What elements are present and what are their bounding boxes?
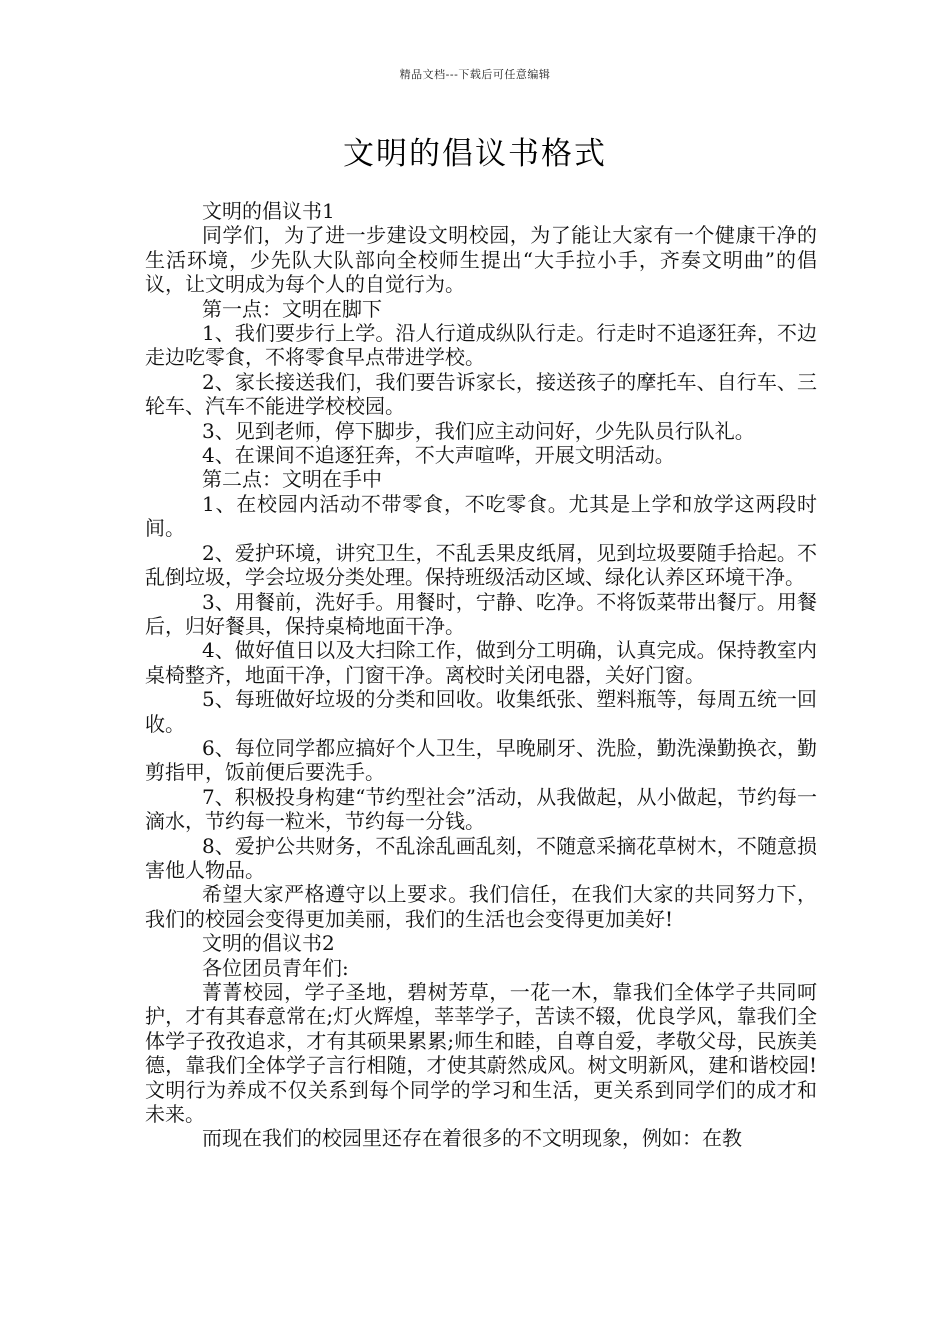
list-item: 7、积极投身构建“节约型社会”活动，从我做起，从小做起，节约每一滴水，节约每一粒米，节约每一分钱。: [145, 784, 817, 834]
body-paragraph: 而现在我们的校园里还存在着很多的不文明现象，例如：在教: [202, 1126, 742, 1151]
list-item: 8、爱护公共财务，不乱涂乱画乱刻，不随意采摘花草树木，不随意损害他人物品。: [145, 833, 817, 882]
section-heading-2: 文明的倡议书2: [202, 931, 335, 956]
page-header-note: 精品文档---下载后可任意编辑: [399, 68, 551, 81]
list-item: 4、在课间不追逐狂奔，不大声喧哗，开展文明活动。: [202, 443, 675, 468]
list-item: 2、爱护环境，讲究卫生，不乱丢果皮纸屑，见到垃圾要随手拾起。不乱倒垃圾，学会垃圾分类处理。保持班级活动区域、绿化认养区环境干净。: [145, 540, 817, 590]
salutation: 各位团员青年们:: [202, 955, 349, 980]
list-item: 3、见到老师，停下脚步，我们应主动问好，少先队员行队礼。: [202, 418, 755, 443]
intro-paragraph: 同学们，为了进一步建设文明校园，为了能让大家有一个健康干净的生活环境，少先队大队部向全校师生提出“大手拉小手，齐奏文明曲”的倡议，让文明成为每个人的自觉行为。: [145, 223, 817, 297]
section-heading-1: 文明的倡议书1: [202, 199, 335, 223]
list-item: 1、我们要步行上学。沿人行道成纵队行走。行走时不追逐狂奔，不边走边吃零食，不将零食早点带进学校。: [145, 321, 817, 370]
list-item: 3、用餐前，洗好手。用餐时，宁静、吃净。不将饭菜带出餐厅。用餐后，归好餐具，保持桌椅地面干净。: [145, 589, 817, 638]
list-item: 6、每位同学都应搞好个人卫生，早晚刷牙、洗脸，勤洗澡勤换衣，勤剪指甲，饭前便后要洗手。: [145, 735, 817, 785]
document-title: 文明的倡议书格式: [343, 136, 607, 172]
closing-paragraph: 希望大家严格遵守以上要求。我们信任，在我们大家的共同努力下，我们的校园会变得更加美丽，我们的生活也会变得更加美好!: [145, 882, 817, 931]
document-body: [145, 199, 817, 1151]
list-item: 4、做好值日以及大扫除工作，做到分工明确，认真完成。保持教室内桌椅整齐，地面干净，门窗干净。离校时关闭电器，关好门窗。: [145, 638, 817, 687]
list-item: 2、家长接送我们，我们要告诉家长，接送孩子的摩托车、自行车、三轮车、汽车不能进学校校园。: [145, 369, 817, 419]
point-heading-1: 第一点：文明在脚下: [202, 296, 382, 321]
list-item: 5、每班做好垃圾的分类和回收。收集纸张、塑料瓶等，每周五统一回收。: [145, 687, 817, 736]
body-paragraph: 菁菁校园，学子圣地，碧树芳草，一花一木，靠我们全体学子共同呵护，才有其春意常在;灯火辉煌，莘莘学子，苦读不辍，优良学风，靠我们全体学子孜孜追求，才有其硕果累累;师生和睦，自尊自爱，孝敬父母，民族美德，靠我们全体学子言行相随，才使其蔚然成风。树文明新风，建和谐校园!文明行为养成不仅关系到每个同学的学习和生活，更关系到同学们的成才和未来。: [145, 980, 817, 1127]
point-heading-2: 第二点：文明在手中: [202, 467, 382, 492]
list-item: 1、在校园内活动不带零食，不吃零食。尤其是上学和放学这两段时间。: [145, 491, 817, 541]
